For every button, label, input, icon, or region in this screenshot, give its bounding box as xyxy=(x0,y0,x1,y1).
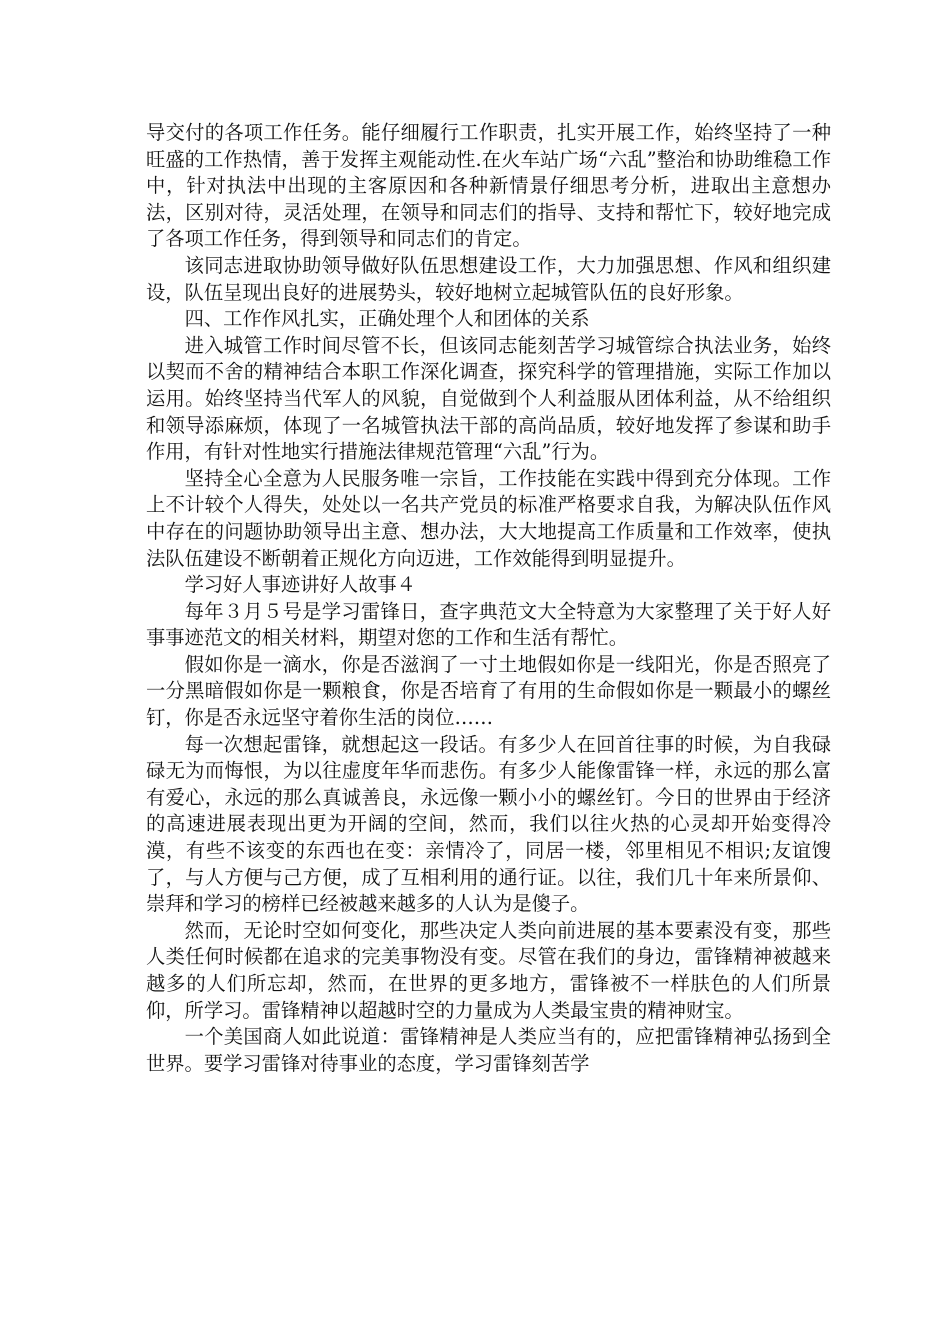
paragraph-1: 导交付的各项工作任务。能仔细履行工作职责，扎实开展工作，始终坚持了一种旺盛的工作热情，善于发挥主观能动性.在火车站广场“六乱”整治和协助维稳工作中，针对执法中出现的主客原因和各种新情景仔细思考分析，进取出主意想办法，区别对待，灵活处理，在领导和同志们的指导、支持和帮忙下，较好地完成了各项工作任务，得到领导和同志们的肯定。 xyxy=(146,121,831,251)
paragraph-2: 该同志进取协助领导做好队伍思想建设工作，大力加强思想、作风和组织建设，队伍呈现出良好的进展势头，较好地树立起城管队伍的良好形象。 xyxy=(146,253,831,304)
paragraph-7: 每一次想起雷锋，就想起这一段话。有多少人在回首往事的时候，为自我碌碌无为而悔恨，为以往虚度年华而悲伤。有多少人能像雷锋一样，永远的那么富有爱心，永远的那么真诚善良，永远像一颗小小的螺丝钉。今日的世界由于经济的高速进展表现出更为开阔的空间，然而，我们以往火热的心灵却开始变得冷漠，有些不该变的东西也在变：亲情冷了，同居一楼，邻里相见不相识;友谊馊了，与人方便与己方便，成了互相利用的通行证。以往，我们几十年来所景仰、崇拜和学习的榜样已经被越来越多的人认为是傻子。 xyxy=(146,732,831,916)
paragraph-6: 假如你是一滴水，你是否滋润了一寸土地假如你是一线阳光，你是否照亮了一分黑暗假如你是一颗粮食，你是否培育了有用的生命假如你是一颗最小的螺丝钉，你是否永远坚守着你生活的岗位…… xyxy=(146,652,831,730)
paragraph-9: 一个美国商人如此说道：雷锋精神是人类应当有的，应把雷锋精神弘扬到全世界。要学习雷锋对待事业的态度，学习雷锋刻苦学 xyxy=(146,1025,831,1075)
article-title-4: 学习好人事迹讲好人故事４ xyxy=(184,573,416,597)
paragraph-4: 坚持全心全意为人民服务唯一宗旨，工作技能在实践中得到充分体现。工作上不计较个人得失，处处以一名共产党员的标准严格要求自我，为解决队伍作风中存在的问题协助领导出主意、想办法，大大地提高工作质量和工作效率，使执法队伍建设不断朝着正规化方向迈进，工作效能得到明显提升。 xyxy=(146,466,831,570)
paragraph-3: 进入城管工作时间尽管不长，但该同志能刻苦学习城管综合执法业务，始终以契而不舍的精神结合本职工作深化调查，探究科学的管理措施，实际工作加以运用。始终坚持当代军人的风貌，自觉做到个人利益服从团体利益，从不给组织和领导添麻烦，体现了一名城管执法干部的高尚品质，较好地发挥了参谋和助手作用，有针对性地实行措施法律规范管理“六乱”行为。 xyxy=(146,333,831,464)
paragraph-5: 每年３月５号是学习雷锋日，查字典范文大全特意为大家整理了关于好人好事事迹范文的相关材料，期望对您的工作和生活有帮忙。 xyxy=(146,599,831,650)
document-body xyxy=(146,120,831,1077)
paragraph-8: 然而，无论时空如何变化，那些决定人类向前进展的基本要素没有变，那些人类任何时候都在追求的完美事物没有变。尽管在我们的身边，雷锋精神被越来越多的人们所忘却，然而，在世界的更多地方，雷锋被不一样肤色的人们所景仰，所学习。雷锋精神以超越时空的力量成为人类最宝贵的精神财宝。 xyxy=(146,918,831,1022)
section-heading-4: 四、工作作风扎实，正确处理个人和团体的关系 xyxy=(184,307,590,331)
